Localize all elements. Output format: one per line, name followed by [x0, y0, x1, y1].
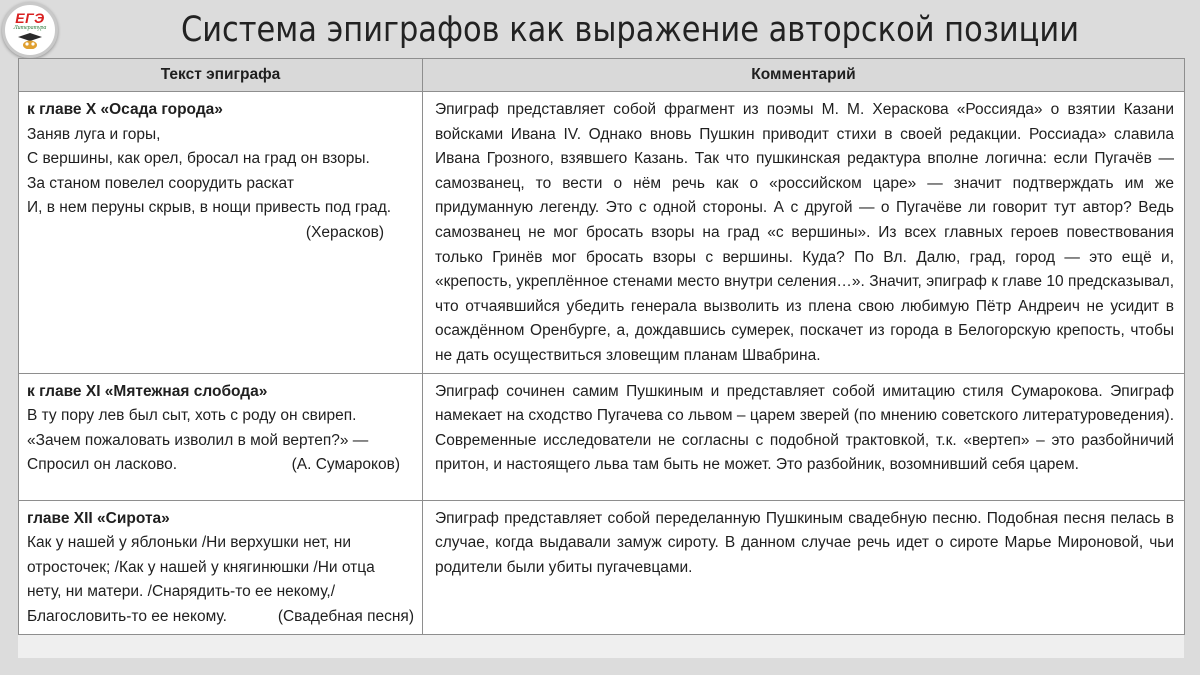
table-row	[19, 373, 1185, 500]
epigraph-line: И, в нем перуны скрыв, в нощи привесть под град.	[27, 199, 392, 217]
epigraph-line: отросточек; /Как у нашей у княгинюшки /Ни отца	[27, 558, 375, 576]
comment-cell	[423, 92, 1185, 374]
logo	[2, 2, 58, 58]
epigraph-table	[18, 58, 1185, 635]
epigraph-line: Заняв луга и горы,	[27, 125, 161, 143]
logo-text: ЕГЭ	[15, 10, 45, 26]
epigraph-author: (Свадебная песня)	[277, 607, 414, 625]
epigraph-line: нету, ни матери. /Снарядить-то ее некому,/	[27, 583, 336, 601]
epigraph-line: Как у нашей у яблоньки /Ни верхушки нет, ни	[27, 534, 351, 552]
epigraph-line: С вершины, как орел, бросал на град он взоры.	[27, 150, 370, 168]
epigraph-line: За станом повелел соорудить раскат	[27, 174, 294, 192]
epigraph-cell	[19, 92, 423, 374]
comment-cell	[423, 500, 1185, 634]
page-title: Система эпиграфов как выражение авторской позиции	[180, 10, 1080, 50]
epigraph-cell	[19, 500, 423, 634]
owl-graduate-icon	[17, 33, 43, 49]
comment-text: Эпиграф представляет собой фрагмент из поэмы М. М. Хераскова «Россияда» о взятии Казани войсками Ивана IV. Однако вновь Пушкин приводит стихи в своей редакции. Россиада» славила Ивана Грозного, взявшего Казань. Так что пушкинская редактура вполне логична: если Пугачёв — самозванец, то вести о нём речь как о «российском царе» — значит подтверждать им же придуманную легенду. Это с одной стороны. А с другой — о Пугачёве ли говорит тут автор? Ведь самозванец не мог бросать взоры на град «с вершины». Из всех главных героев повествования только Гринёв мог бросать взоры с вершины. Куда? По Вл. Далю, град, город — это ещё и, «крепость, укреплённое стенами место внутри селения…». Значит, эпиграф к главе 10 предсказывал, что отчаявшийся убедить генерала вызволить из плена свою любимую Пётр Андреич не усидит в осаждённом Оренбурге, а, дождавшись сумерек, поскачет из города в Белогорскую крепость, чтобы не дать осуществиться зловещим планам Швабрина.	[435, 101, 1174, 364]
chapter-title: к главе XI «Мятежная слобода»	[27, 382, 268, 400]
epigraph-line: В ту пору лев был сыт, хоть с роду он свиреп.	[27, 407, 357, 425]
logo-subtitle: Литература	[13, 25, 47, 31]
chapter-title: к главе X «Осада города»	[27, 101, 223, 118]
table-row	[19, 500, 1185, 634]
epigraph-cell	[19, 373, 423, 500]
epigraph-line: «Зачем пожаловать изволил в мой вертеп?» —	[27, 431, 369, 449]
header-comment: Комментарий	[423, 59, 1185, 92]
epigraph-line-text: Спросил он ласково.	[27, 456, 178, 474]
header-epigraph: Текст эпиграфа	[19, 59, 423, 92]
comment-text: Эпиграф представляет собой переделанную Пушкиным свадебную песню. Подобная песня пелась в случае, когда выдавали замуж сироту. В данном случае речь идет о сироте Марье Мироновой, чьи родители были убиты пугачевцами.	[435, 509, 1174, 576]
comment-text: Эпиграф сочинен самим Пушкиным и представляет собой имитацию стиля Сумарокова. Эпиграф намекает на сходство Пугачева со львом – царем зверей (по мнению советского литературоведения). Современные исследователи не согласны с подобной трактовкой, т.к. «вертеп» – это разбойничий притон, и настоящего льва там быть не может. Это разбойник, возомнивший себя царем.	[435, 382, 1174, 474]
epigraph-author: (А. Сумароков)	[291, 456, 400, 474]
table-row	[19, 92, 1185, 374]
chapter-title: главе XII «Сирота»	[27, 509, 170, 527]
table-header-row	[19, 59, 1185, 92]
epigraph-last-line	[27, 605, 414, 630]
epigraph-author: (Херасков)	[305, 223, 384, 241]
epigraph-line-text: Благословить-то ее некому.	[27, 607, 227, 625]
epigraph-last-line	[27, 453, 414, 478]
comment-cell	[423, 373, 1185, 500]
